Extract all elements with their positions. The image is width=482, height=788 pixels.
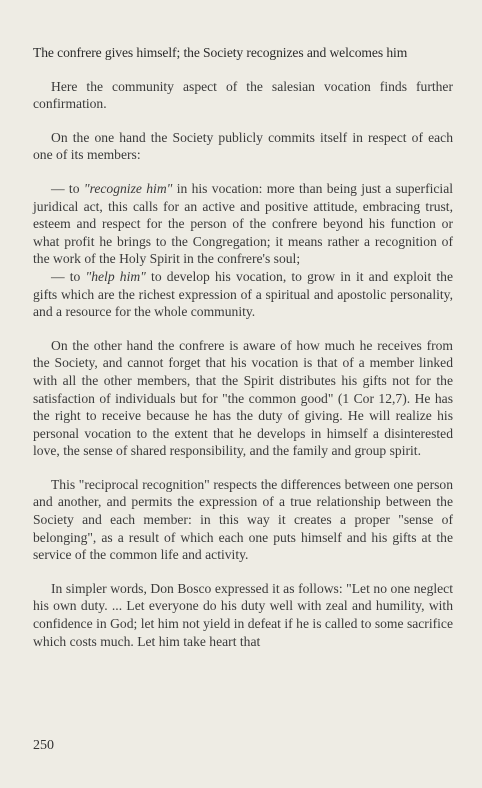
emphasis-recognize: "recognize him": [83, 180, 173, 196]
paragraph-4-text: to develop his vocation, to grow in it and exploit the gifts which are the richest expression of a spiritual and apostolic personality, and a resource for the whole community.: [33, 268, 453, 320]
paragraph-5: On the other hand the confrere is aware of how much he receives from the Society, and cannot forget that his vocation is that of a member linked with all the other members, that the Spirit distributes his gifts not for the satisfaction of individuals but for "the common good" (1 Cor 12,7). He has the right to receive because he has the duty of giving. He will realize his personal vocation to the extent that he develops in himself a disinterested love, the sense of shared responsibility, and the family and group spirit.: [33, 337, 453, 459]
paragraph-6: This "reciprocal recognition" respects the differences between one person and another, and permits the expression of a true relationship between the Society and each member: in this way it creates a proper "sense of belonging", as a result of which each one puts himself and his gifts at the service of the common life and activity.: [33, 476, 453, 563]
emphasis-help: "help him": [85, 268, 146, 284]
paragraph-2: On the one hand the Society publicly commits itself in respect of each one of its members:: [33, 129, 453, 163]
body-text: [33, 44, 453, 650]
paragraph-3: [33, 180, 453, 268]
paragraph-3-text: in his vocation: more than being just a superficial juridical act, this calls for an active and positive attitude, embracing trust, esteem and respect for the person of the confrere beyond his function or what profit he brings to the Congregation; it means rather a recognition of the work of the Holy Spirit in the confrere's soul;: [33, 180, 454, 267]
dash-prefix: — to: [51, 268, 86, 284]
section-heading: The confrere gives himself; the Society recognizes and welcomes him: [33, 45, 408, 60]
paragraph-1: Here the community aspect of the salesian vocation finds further confirmation.: [33, 78, 453, 112]
paragraph-7: In simpler words, Don Bosco expressed it as follows: "Let no one neglect his own duty. ... Let everyone do his duty well with zeal and humility, with confidence in God; let him not yield in defeat if he is called to some sacrifice which costs much. Let him take heart that: [33, 580, 453, 649]
page-number: 250: [33, 738, 54, 753]
paragraph-4: [33, 268, 453, 321]
dash-prefix: — to: [51, 180, 84, 196]
